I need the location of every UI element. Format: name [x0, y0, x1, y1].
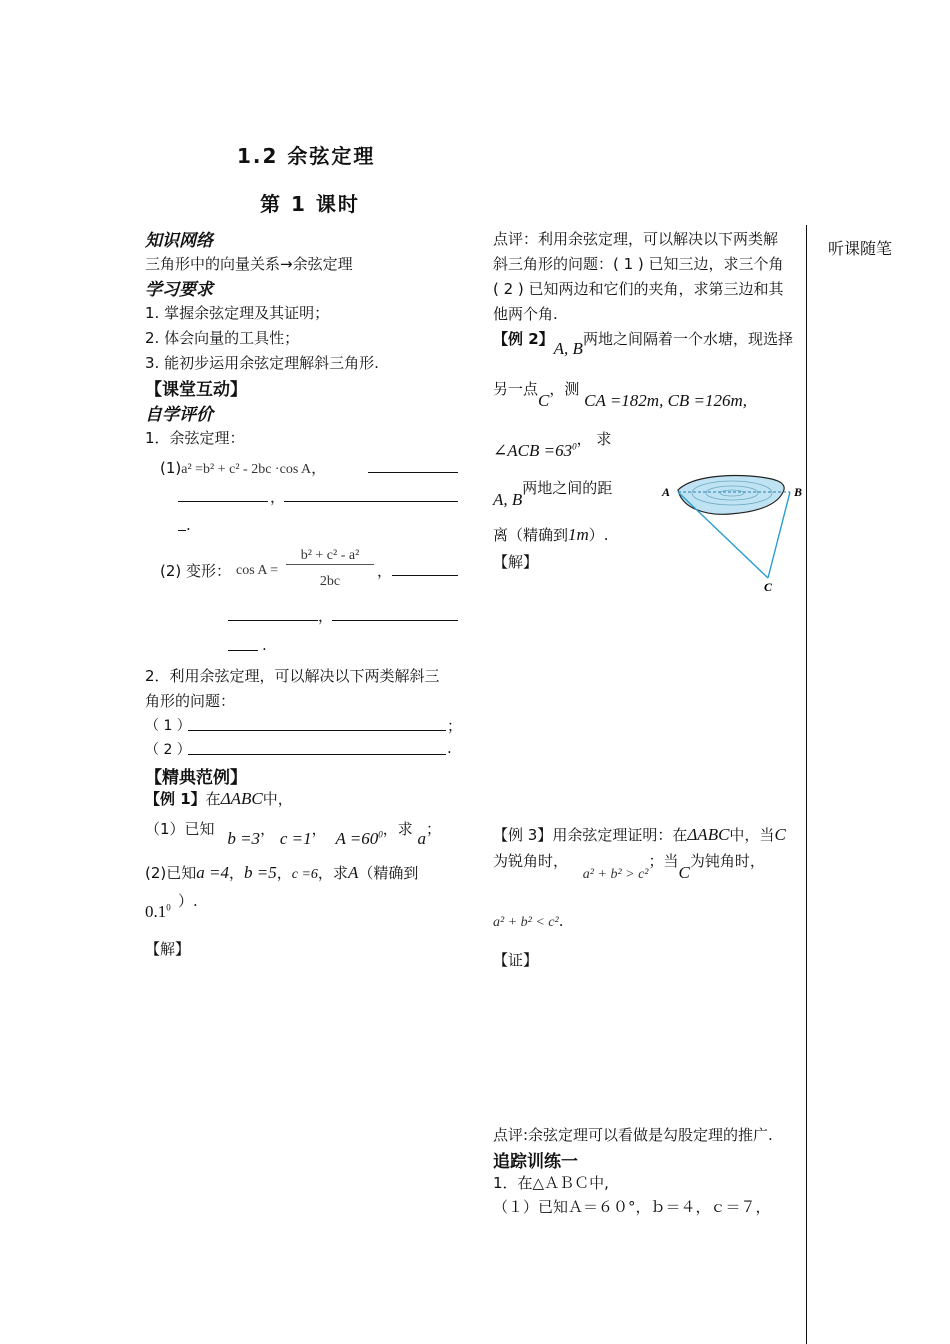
example3-line2 [493, 850, 765, 882]
comment2: 点评:余弦定理可以看做是勾股定理的推广. [493, 1126, 773, 1144]
knowledge-net-heading: 知识网络 [145, 231, 213, 251]
point-c: C [538, 391, 550, 410]
knowledge-net-text: 三角形中的向量关系→余弦定理 [145, 255, 353, 273]
example2-solution: 【解】 [493, 553, 539, 571]
comment1-line: ( 2 ) 已知两边和它们的夹角，求第三边和其 [493, 280, 784, 298]
label-c: C [764, 580, 773, 594]
points-ab: A, B [493, 490, 523, 509]
requirements-heading: 学习要求 [145, 280, 213, 300]
item1-part1-prefix: (1) [160, 459, 182, 477]
text: 0.1 [145, 902, 167, 921]
close-paren: ）. [178, 892, 198, 910]
period: . [262, 636, 267, 654]
angle-c: C [678, 863, 690, 882]
angle-c: C [774, 825, 786, 844]
text: A =60 [335, 829, 379, 848]
comma: ， [377, 562, 393, 580]
blank-line[interactable] [178, 530, 186, 531]
text: ，求 [317, 864, 348, 882]
text: 两地之间隔着一个水塘，现选择 [582, 330, 793, 348]
tracking-item: 1．在△ＡＢＣ中, [493, 1174, 609, 1192]
blank-line[interactable] [332, 620, 458, 621]
blank-line[interactable] [188, 754, 446, 755]
item1-part1 [160, 457, 326, 478]
text: ∠ACB =63 [493, 441, 573, 460]
item2-text: 2．利用余弦定理，可以解决以下两类解斜三 [145, 667, 440, 685]
semicolon: ； [447, 717, 463, 735]
triangle-abc: ΔABC [220, 789, 263, 808]
tracking-heading: 追踪训练一 [493, 1152, 578, 1172]
side-note: 听课随笔 [828, 239, 893, 258]
text: ）. [588, 526, 609, 544]
text: 中，当 [729, 826, 775, 844]
comma: ， [276, 864, 292, 882]
blank-line[interactable] [178, 501, 268, 502]
comment1-line: 他两个角. [493, 305, 558, 323]
example3-line1 [493, 824, 786, 845]
semicolon: ； [426, 820, 442, 838]
value-A: $A =60^0$ [335, 829, 383, 848]
example2-line3 [493, 428, 612, 460]
comma: ， [260, 820, 276, 838]
text: ，求 [382, 820, 413, 838]
blank-line[interactable] [392, 575, 458, 576]
example3-label: 【例 3】 [493, 826, 553, 844]
example2-line2 [493, 378, 748, 410]
example2-line5 [493, 524, 609, 545]
value-b: b =3 [227, 829, 261, 848]
blank-line[interactable] [228, 650, 258, 651]
item1-label: 1．余弦定理： [145, 429, 245, 447]
text: 中， [262, 790, 293, 808]
label-b: B [794, 485, 803, 499]
value-a: a =4 [196, 863, 229, 882]
requirement-item: 1. 掌握余弦定理及其证明； [145, 304, 330, 322]
inequality-obtuse: a² + b² < c² [493, 915, 559, 930]
example3-proof: 【证】 [493, 951, 539, 969]
unit: 1m [568, 525, 589, 544]
page-title: 1.2 余弦定理 [237, 144, 376, 168]
tracking-item-part1: （１）已知Ａ＝６０°，ｂ＝４，ｃ＝７， [493, 1198, 771, 1216]
classroom-heading: 【课堂互动】 [145, 380, 247, 400]
text: 为锐角时， [493, 852, 569, 870]
text: （1）已知 [145, 820, 215, 838]
blank-line[interactable] [228, 620, 318, 621]
page-subtitle: 第 1 课时 [260, 192, 360, 216]
text: ，测 [549, 380, 580, 398]
comma: ， [311, 820, 327, 838]
text: ；当 [648, 852, 679, 870]
cos-lhs: cos A = [236, 563, 279, 578]
comment1-line: 点评：利用余弦定理，可以解决以下两类解 [493, 230, 779, 248]
comma: ， [318, 607, 334, 625]
unknown-a: a [417, 829, 427, 848]
text: 在 [205, 790, 221, 808]
period: . [447, 739, 452, 757]
comma: ， [228, 864, 244, 882]
segment-bc [768, 492, 790, 578]
blank-line[interactable] [188, 730, 446, 731]
item2-blank1-label: （ 1 ） [145, 718, 191, 734]
example3-line3 [493, 912, 563, 931]
comma: ， [270, 488, 286, 506]
example1-label: 【例 1】 [145, 790, 206, 808]
pond-figure [660, 468, 810, 596]
triangle-abc: ΔABC [687, 825, 730, 844]
blank-line[interactable] [368, 472, 458, 473]
item2-text: 角形的问题： [145, 692, 236, 710]
unknown-A: A [347, 863, 359, 882]
requirement-item: 3. 能初步运用余弦定理解斜三角形. [145, 354, 379, 372]
example1-part1 [145, 818, 442, 848]
value-c: c =6 [291, 867, 318, 882]
comma: ， [311, 459, 327, 477]
text: 另一点 [493, 380, 539, 398]
example1-solution: 【解】 [145, 940, 191, 958]
example1-statement [145, 788, 293, 809]
self-eval-heading: 自学评价 [145, 405, 213, 425]
example2-line1 [493, 328, 793, 358]
cos-numerator: b² + c² - a² [286, 548, 374, 565]
text: 为钝角时， [689, 852, 765, 870]
law-of-cosines-formula: a² =b² + c² - 2bc ·cos A [181, 462, 312, 477]
precision-value: $0.1^0$ [145, 902, 171, 921]
angle-acb: ∠ACB $=63^0$ [493, 441, 577, 460]
measurements: CA =182m, CB =126m, [584, 391, 748, 410]
example2-label: 【例 2】 [493, 330, 554, 348]
margin-rule [806, 225, 807, 1344]
requirement-item: 2. 体会向量的工具性； [145, 329, 300, 347]
cos-denominator: 2bc [319, 574, 341, 589]
example1-part2 [145, 862, 418, 883]
examples-heading: 【精典范例】 [145, 768, 247, 788]
points-ab: A, B [553, 339, 583, 358]
item1-part2-prefix: (2) 变形： [160, 562, 232, 580]
text: 用余弦定理证明：在 [552, 826, 688, 844]
blank-line[interactable] [284, 501, 458, 502]
value-c: c =1 [279, 829, 312, 848]
text: 离（精确到 [493, 526, 569, 544]
period: . [558, 912, 564, 930]
value-b: b =5 [244, 863, 277, 882]
example2-line4 [493, 477, 613, 509]
period: . [186, 516, 191, 534]
item2-blank2-label: （ 2 ） [145, 742, 191, 758]
comment1-line: 斜三角形的问题：( 1 ) 已知三边，求三个角 [493, 255, 784, 273]
inequality-acute: a² + b² > c² [582, 867, 649, 882]
text: ， 求 [576, 430, 612, 448]
text: (2)已知 [145, 864, 197, 882]
text: （精确到 [358, 864, 419, 882]
label-a: A [662, 485, 671, 499]
text: 两地之间的距 [522, 479, 613, 497]
